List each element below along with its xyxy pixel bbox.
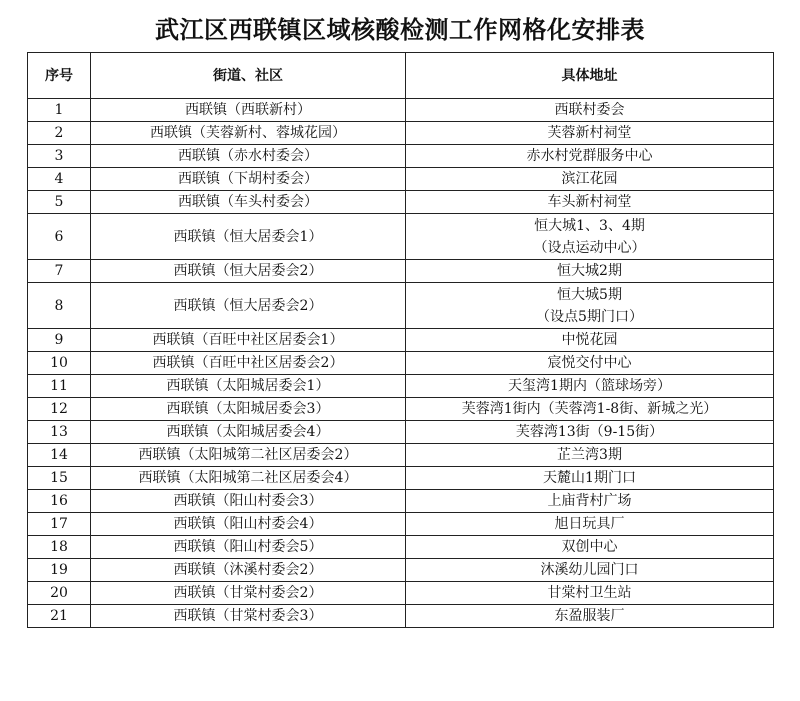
row-address: [406, 605, 774, 628]
header-address: 具体地址: [406, 53, 774, 99]
address-line: 恒大城2期: [557, 263, 622, 279]
row-area: 西联镇（车头村委会）: [91, 191, 406, 214]
table-row: [28, 283, 774, 329]
row-number: 8: [28, 283, 91, 329]
row-number: 13: [28, 421, 91, 444]
row-number: 16: [28, 490, 91, 513]
table-row: [28, 168, 774, 191]
row-address: [406, 559, 774, 582]
row-address: [406, 398, 774, 421]
table-row: [28, 513, 774, 536]
table-row: [28, 444, 774, 467]
row-number: 2: [28, 122, 91, 145]
table-row: [28, 582, 774, 605]
table-row: [28, 99, 774, 122]
table-row: [28, 214, 774, 260]
address-line: 恒大城5期: [557, 286, 622, 303]
row-address: [406, 99, 774, 122]
address-line: 天麓山1期门口: [543, 470, 636, 486]
row-area: 西联镇（沐溪村委会2）: [91, 559, 406, 582]
row-area: 西联镇（下胡村委会）: [91, 168, 406, 191]
table-row: [28, 398, 774, 421]
row-address: [406, 582, 774, 605]
row-number: 18: [28, 536, 91, 559]
row-address: [406, 283, 774, 329]
address-line: 旭日玩具厂: [554, 516, 625, 532]
row-number: 15: [28, 467, 91, 490]
table-row: [28, 421, 774, 444]
row-address: [406, 467, 774, 490]
address-line: 东盈服装厂: [554, 608, 625, 624]
table-row: [28, 145, 774, 168]
row-area: 西联镇（阳山村委会3）: [91, 490, 406, 513]
row-area: 西联镇（太阳城居委会3）: [91, 398, 406, 421]
address-line: 宸悦交付中心: [547, 355, 632, 371]
row-area: 西联镇（太阳城第二社区居委会2）: [91, 444, 406, 467]
table-header-row: [28, 53, 774, 99]
table-row: [28, 375, 774, 398]
address-line: 赤水村党群服务中心: [526, 148, 653, 164]
table-row: [28, 490, 774, 513]
address-line: 沐溪幼儿园门口: [540, 562, 639, 578]
schedule-table: [27, 52, 774, 628]
address-line: 车头新村祠堂: [547, 194, 632, 210]
table-row: [28, 559, 774, 582]
table-row: [28, 329, 774, 352]
row-address: [406, 536, 774, 559]
address-line: （设点5期门口）: [536, 308, 643, 325]
row-number: 17: [28, 513, 91, 536]
address-line: 芙蓉湾13街（9-15街）: [515, 424, 664, 440]
row-address: [406, 352, 774, 375]
address-line: 上庙背村广场: [547, 493, 632, 509]
table-row: [28, 260, 774, 283]
row-area: 西联镇（甘棠村委会3）: [91, 605, 406, 628]
table-row: [28, 191, 774, 214]
row-number: 5: [28, 191, 91, 214]
row-number: 3: [28, 145, 91, 168]
row-address: [406, 421, 774, 444]
row-number: 7: [28, 260, 91, 283]
row-area: 西联镇（西联新村）: [91, 99, 406, 122]
row-area: 西联镇（太阳城第二社区居委会4）: [91, 467, 406, 490]
row-number: 21: [28, 605, 91, 628]
address-line: 中悦花园: [561, 332, 618, 348]
table-row: [28, 352, 774, 375]
address-line: 西联村委会: [554, 102, 625, 118]
address-line: 芙蓉湾1街内（芙蓉湾1-8街、新城之光）: [461, 401, 718, 417]
row-address: [406, 375, 774, 398]
address-line: 滨江花园: [561, 171, 618, 187]
address-line: （设点运动中心）: [533, 239, 646, 256]
row-number: 19: [28, 559, 91, 582]
row-address: [406, 214, 774, 260]
row-area: 西联镇（赤水村委会）: [91, 145, 406, 168]
row-address: [406, 490, 774, 513]
row-number: 20: [28, 582, 91, 605]
row-number: 12: [28, 398, 91, 421]
row-address: [406, 444, 774, 467]
row-area: 西联镇（芙蓉新村、蓉城花园）: [91, 122, 406, 145]
table-body: [28, 99, 774, 628]
row-area: 西联镇（恒大居委会1）: [91, 214, 406, 260]
row-address: [406, 145, 774, 168]
address-line: 芷兰湾3期: [557, 447, 622, 463]
row-address: [406, 191, 774, 214]
row-address: [406, 168, 774, 191]
row-area: 西联镇（阳山村委会5）: [91, 536, 406, 559]
table-row: [28, 605, 774, 628]
row-number: 14: [28, 444, 91, 467]
row-area: 西联镇（恒大居委会2）: [91, 283, 406, 329]
row-number: 11: [28, 375, 91, 398]
table-row: [28, 122, 774, 145]
address-line: 芙蓉新村祠堂: [547, 125, 632, 141]
row-address: [406, 122, 774, 145]
row-area: 西联镇（阳山村委会4）: [91, 513, 406, 536]
row-number: 6: [28, 214, 91, 260]
row-address: [406, 329, 774, 352]
row-area: 西联镇（甘棠村委会2）: [91, 582, 406, 605]
row-number: 9: [28, 329, 91, 352]
address-line: 双创中心: [561, 539, 618, 555]
address-line: 天玺湾1期内（篮球场旁）: [508, 378, 671, 394]
address-line: 甘棠村卫生站: [547, 585, 632, 601]
row-number: 10: [28, 352, 91, 375]
header-seq: 序号: [28, 53, 91, 99]
address-line: 恒大城1、3、4期: [534, 217, 645, 234]
row-number: 4: [28, 168, 91, 191]
page-title: 武江区西联镇区域核酸检测工作网格化安排表: [155, 16, 645, 44]
row-address: [406, 260, 774, 283]
row-number: 1: [28, 99, 91, 122]
row-area: 西联镇（恒大居委会2）: [91, 260, 406, 283]
row-area: 西联镇（百旺中社区居委会1）: [91, 329, 406, 352]
row-address: [406, 513, 774, 536]
table-row: [28, 536, 774, 559]
row-area: 西联镇（太阳城居委会4）: [91, 421, 406, 444]
row-area: 西联镇（太阳城居委会1）: [91, 375, 406, 398]
row-area: 西联镇（百旺中社区居委会2）: [91, 352, 406, 375]
table-row: [28, 467, 774, 490]
header-street: 街道、社区: [91, 53, 406, 99]
